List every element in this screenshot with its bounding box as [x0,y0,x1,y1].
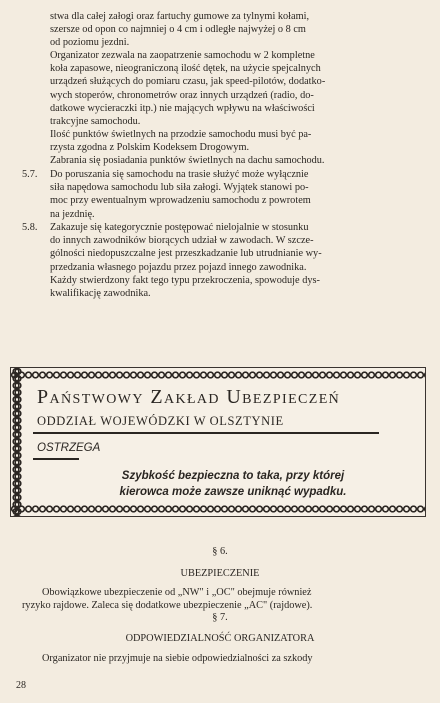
insurance-advertisement [10,367,426,517]
chain-border-top [11,370,425,380]
text-line: urządzeń służących do pomiaru czasu, jak speed-pilotów, dodatko- [50,76,326,88]
text-line: ryzyko rajdowe. Zaleca się dodatkowe ubezpieczenie „AC" (rajdowe). [22,600,313,612]
text-line: gólności niedopuszczalne jest przeszkadzanie lub utrudnianie wy- [50,248,322,260]
text-line: na jezdnię. [50,208,95,220]
text-line: Każdy stwierdzony fakt tego typu przekroczenia, spowoduje dys- [50,274,320,286]
paragraph-lights [50,128,430,154]
text-line: do innych zawodników biorących udział w zawodach. W szcze- [50,235,314,247]
paragraph-5-7 [50,168,430,221]
text-line: Obowiązkowe ubezpieczenie od „NW" i „OC" obejmuje również [42,587,312,598]
page-number: 28 [16,680,26,691]
text-line: od poziomu jezdni. [50,37,130,49]
text-line: Organizator zezwala na zaopatrzenie samochodu w 2 kompletne [50,50,315,61]
section-7-heading: § 7. [212,612,228,623]
ad-subtitle: ODDZIAŁ WOJEWÓDZKI W OLSZTYNIE [37,414,284,428]
section-6-heading: § 6. [212,546,228,557]
text-line: Ilość punktów świetlnych na przodzie samochodu musi być pa- [50,129,312,140]
ad-divider [33,432,379,434]
ad-slogan [73,468,393,500]
text-line: rzysta zgodna z Polskim Kodeksem Drogowym. [50,142,250,154]
item-number-5-8: 5.8. [22,222,38,233]
section-7-title: ODPOWIEDZIALNOŚĆ ORGANIZATORA [125,633,315,644]
text-line: kwalifikację zawodnika. [50,288,151,300]
ad-warning: OSTRZEGA [37,442,101,454]
section-6-body [22,586,430,612]
ad-slogan-line: kierowca może zawsze uniknąć wypadku. [119,486,347,498]
text-line: przedzania własnego pojazdu przez pojazd innego zawodnika. [50,261,307,273]
text-line: szersze od opon co najmniej o 4 cm i odległe najwyżej o 8 cm [50,24,306,36]
ad-divider [33,458,79,460]
text-line: Zakazuje się kategorycznie postępować nielojalnie w stosunku [50,222,309,233]
text-line: datkowe wycieraczki itp.) nie mających wpływu na właściwości [50,102,315,114]
text-line: siła napędowa samochodu lub siła załogi. Wyjątek stanowi po- [50,182,309,194]
text-line: trakcyjne samochodu. [50,116,141,128]
ad-title: Państwowy Zakład Ubezpieczeń [37,386,341,408]
paragraph-equipment [50,49,430,128]
item-number-5-7: 5.7. [22,169,38,180]
chain-border-right [11,368,21,516]
section-7-body [22,652,430,665]
text-line: koła zapasowe, nieograniczoną ilość dętek, na użycie spejcalnych [50,63,321,75]
paragraph-5-8 [50,221,430,300]
ad-slogan-line: Szybkość bezpieczna to taka, przy której [121,470,345,482]
text-line: wych stoperów, chronometrów oraz innych urządzeń (radio, do- [50,89,314,101]
text-line: moc przy ewentualnym wprowadzeniu samochodu z powrotem [50,195,311,207]
text-line: Do poruszania się samochodu na trasie służyć może wyłącznie [50,169,309,180]
text-line: stwa dla całej załogi oraz fartuchy gumowe za tylnymi kołami, [50,11,310,22]
paragraph-roof-lights [50,154,430,167]
text-line: Organizator nie przyjmuje na siebie odpowiedzialności za szkody [42,653,313,664]
section-6-title: UBEZPIECZENIE [180,568,260,579]
text-line: Zabrania się posiadania punktów świetlnych na dachu samochodu. [50,155,325,166]
paragraph-tires [50,10,430,50]
chain-border-bottom [11,504,425,514]
